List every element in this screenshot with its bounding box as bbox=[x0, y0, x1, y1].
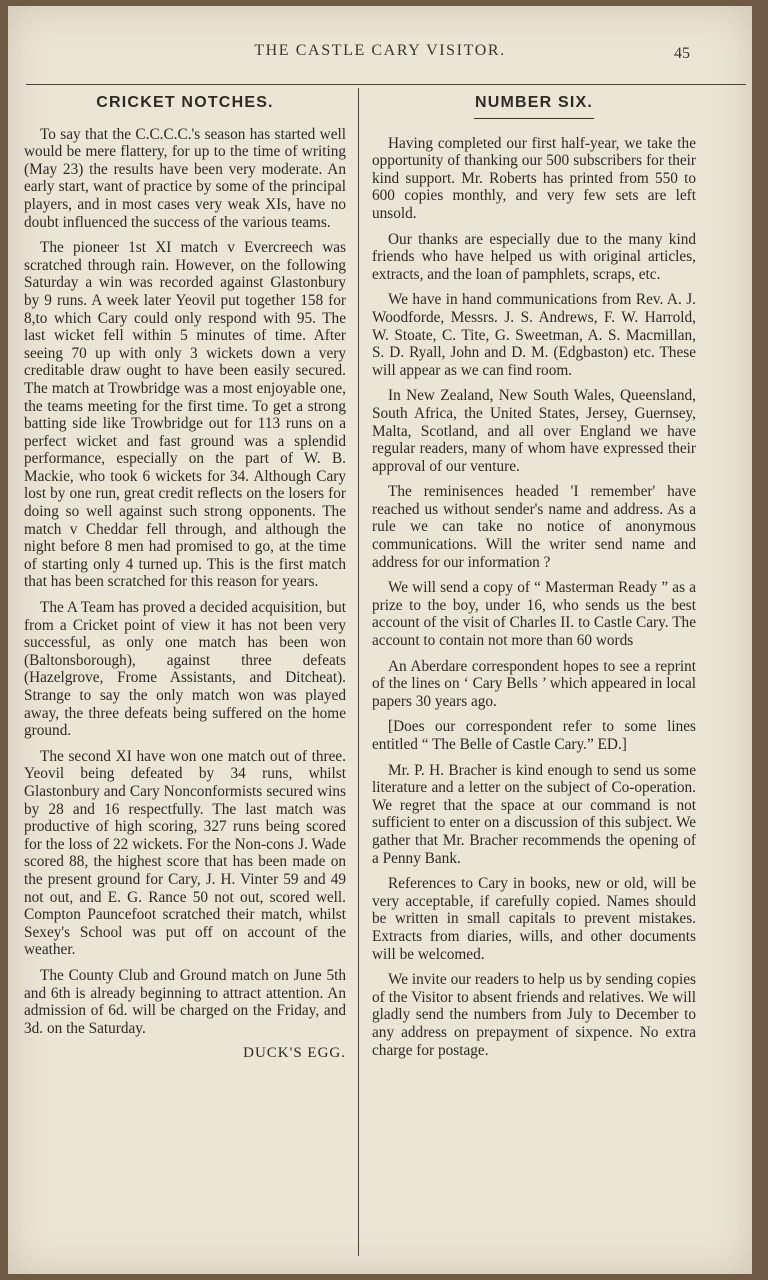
paragraph: Having completed our first half-year, we take the opportunity of thanking our 500 subscribers for their kind support. Mr. Roberts has printed from 550 to 600 copies monthly, and very few sets are left unsold. bbox=[372, 134, 696, 222]
right-column-heading: NUMBER SIX. bbox=[474, 94, 594, 111]
paragraph: [Does our correspondent refer to some lines entitled “ The Belle of Castle Cary.” ED.] bbox=[372, 718, 696, 753]
heading-underline bbox=[474, 118, 594, 119]
column-divider bbox=[358, 88, 359, 1256]
paragraph: We invite our readers to help us by sending copies of the Visitor to absent friends and relatives. We will gladly send the numbers from July to December to any address on prepayment of sixpence. No extra charge for postage. bbox=[372, 971, 696, 1059]
paragraph: We have in hand communications from Rev. A. J. Woodforde, Messrs. J. S. Andrews, F. W. Harrold, W. Stoate, C. Tite, G. Sweetman, A. S. Macmillan, S. D. Ryall, John and D. M. (Edgbaston) etc. These will appear as we can find room. bbox=[372, 291, 696, 379]
left-column-heading: CRICKET NOTCHES. bbox=[96, 94, 274, 111]
paragraph: In New Zealand, New South Wales, Queensland, South Africa, the United States, Jersey, Guernsey, Malta, Scotland, and all over England we have regular readers, many of whom have expressed their approval of our venture. bbox=[372, 387, 696, 475]
right-column bbox=[372, 92, 696, 1067]
paragraph: References to Cary in books, new or old, will be very acceptable, if carefully copied. Names should be written in small capitals to prevent mistakes. Extracts from diaries, wills, and other documents will be welcomed. bbox=[372, 875, 696, 963]
paragraph: The A Team has proved a decided acquisition, but from a Cricket point of view it has not been very successful, as only one match has been won (Baltonsborough), against three defeats (Hazelgrove, Frome Assistants, and Ditcheat). Strange to say the only match won was played away, the three defeats being suffered on the home ground. bbox=[24, 599, 346, 740]
author-signature: DUCK'S EGG. bbox=[243, 1045, 346, 1062]
paragraph: An Aberdare correspondent hopes to see a reprint of the lines on ‘ Cary Bells ’ which appeared in local papers 30 years ago. bbox=[372, 657, 696, 710]
paragraph: Our thanks are especially due to the many kind friends who have helped us with original articles, extracts, and the loan of pamphlets, scraps, etc. bbox=[372, 230, 696, 283]
paragraph: Mr. P. H. Bracher is kind enough to send us some literature and a letter on the subject of Co-operation. We regret that the space at our command is not sufficient to enter on a discussion of this subject. We gather that Mr. Bracher recommends the opening of a Penny Bank. bbox=[372, 761, 696, 867]
paragraph: The pioneer 1st XI match v Evercreech was scratched through rain. However, on the following Saturday a win was recorded against Glastonbury by 9 runs. A week later Yeovil put together 158 for 8,to which Cary could only respond with 95. The last wicket fell within 5 minutes of time. After seeing 70 up with only 3 wickets down a very creditable draw ought to have been easily secured. The match at Trowbridge was a most enjoyable one, the teams meeting for the first time. To get a strong batting side like Trowbridge out for 113 runs on a perfect wicket and fast ground was a splendid performance, especially on the part of W. B. Mackie, who took 6 wickets for 34. Although Cary lost by one run, great credit reflects on the losers for doing so well against such strong opponents. The match v Cheddar fell through, and although the night before 8 men had promised to go, at the time of starting only 4 turned up. This is the first match that has been scratched for this reason for years. bbox=[24, 239, 346, 591]
paragraph: The County Club and Ground match on June 5th and 6th is already beginning to attract attention. An admission of 6d. will be charged on the Friday, and 3d. on the Saturday. bbox=[24, 966, 346, 1037]
header-rule bbox=[26, 84, 746, 85]
paragraph: The reminisences headed 'I remember' have reached us without sender's name and address. As a rule we can take no notice of anonymous communications. Will the writer send name and address for our information ? bbox=[372, 483, 696, 571]
running-head: THE CASTLE CARY VISITOR. bbox=[254, 42, 506, 59]
left-column bbox=[24, 92, 346, 1063]
paragraph: We will send a copy of “ Masterman Ready ” as a prize to the boy, under 16, who sends us the best account of the visit of Charles II. to Castle Cary. The account to contain not more than 60 words bbox=[372, 579, 696, 650]
paragraph: The second XI have won one match out of three. Yeovil being defeated by 34 runs, whilst Glastonbury and Cary Nonconformists secured wins by 28 and 16 respectfully. The last match was productive of high scoring, 327 runs being scored for the loss of 22 wickets. For the Non-cons J. Wade scored 88, the highest score that has been made on the present ground for Cary, J. H. Vinter 59 and 49 not out, and E. G. Rance 50 not out, scored well. Compton Pauncefoot scratched their match, whilst Sexey's School was put off on account of the weather. bbox=[24, 747, 346, 959]
page-number: 45 bbox=[674, 45, 690, 62]
paragraph: To say that the C.C.C.C.'s season has started well would be mere flattery, for up to the time of writing (May 23) the results have been very moderate. An early start, want of practice by some of the principal players, and in most cases very weak XIs, have no doubt influenced the success of the various teams. bbox=[24, 125, 346, 231]
